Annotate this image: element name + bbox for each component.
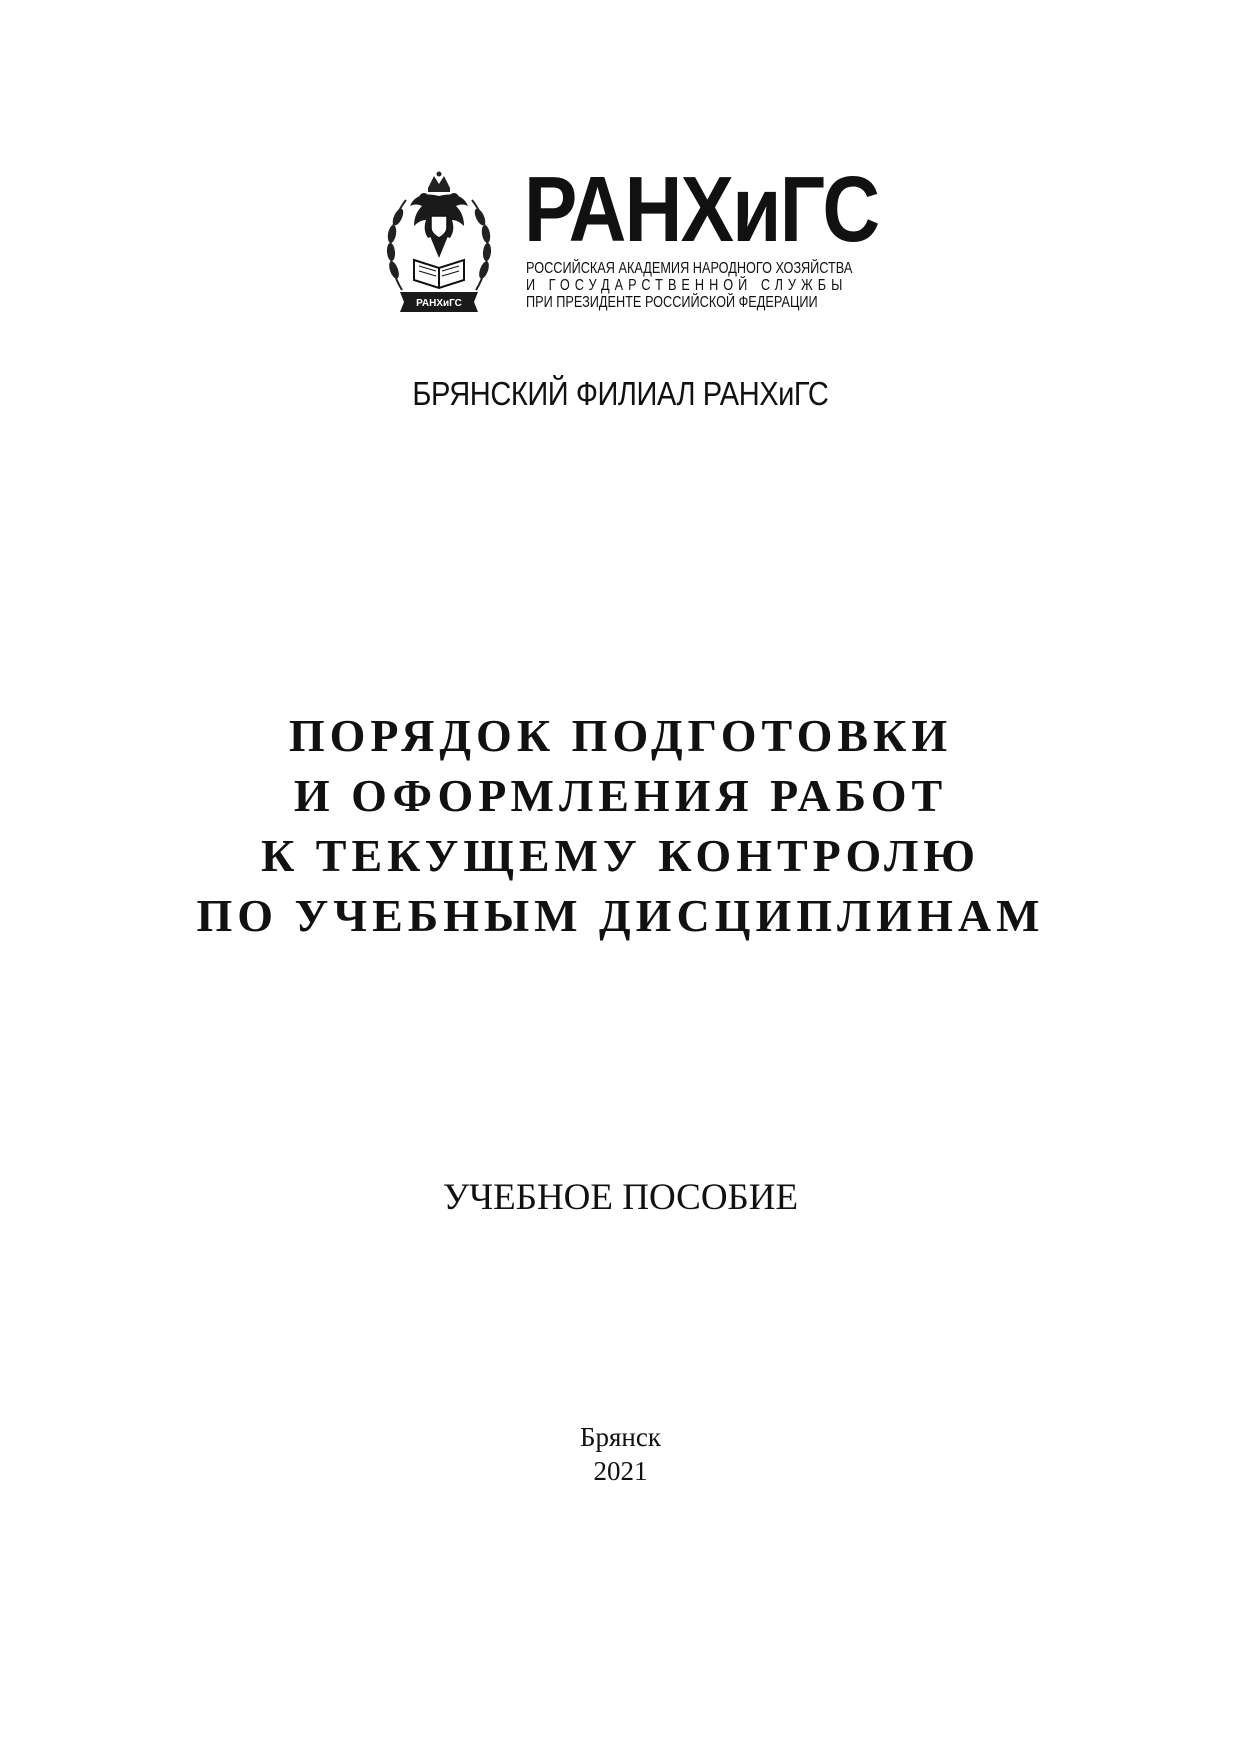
document-type: УЧЕБНОЕ ПОСОБИЕ [442, 1177, 799, 1218]
imprint-year: 2021 [593, 1456, 648, 1486]
title-line-2: И ОФОРМЛЕНИЯ РАБОТ [293, 770, 948, 821]
brand-name: РАНХиГС [524, 157, 879, 261]
branch-name [0, 374, 1241, 414]
branch-name-text: БРЯНСКИЙ ФИЛИАЛ РАНХиГС [412, 375, 829, 412]
document-title [0, 706, 1241, 946]
title-line-1: ПОРЯДОК ПОДГОТОВКИ [288, 710, 953, 761]
brand-full-name-line-1: РОССИЙСКАЯ АКАДЕМИЯ НАРОДНОГО ХОЗЯЙСТВА [526, 260, 853, 277]
brand-full-name-line-3: ПРИ ПРЕЗИДЕНТЕ РОССИЙСКОЙ ФЕДЕРАЦИИ [526, 294, 818, 311]
institution-logo [384, 157, 879, 324]
imprint [0, 1420, 1241, 1488]
title-line-3: К ТЕКУЩЕМУ КОНТРОЛЮ [260, 830, 981, 881]
brand-full-name [526, 260, 924, 311]
emblem-ribbon-text: РАНХиГС [416, 298, 462, 309]
imprint-city: Брянск [580, 1422, 661, 1452]
brand-wordmark [524, 157, 879, 311]
brand-full-name-line-2: И ГОСУДАРСТВЕННОЙ СЛУЖБЫ [526, 277, 848, 294]
title-line-4: ПО УЧЕБНЫМ ДИСЦИПЛИНАМ [196, 890, 1045, 941]
coat-of-arms-emblem-icon [384, 170, 494, 320]
